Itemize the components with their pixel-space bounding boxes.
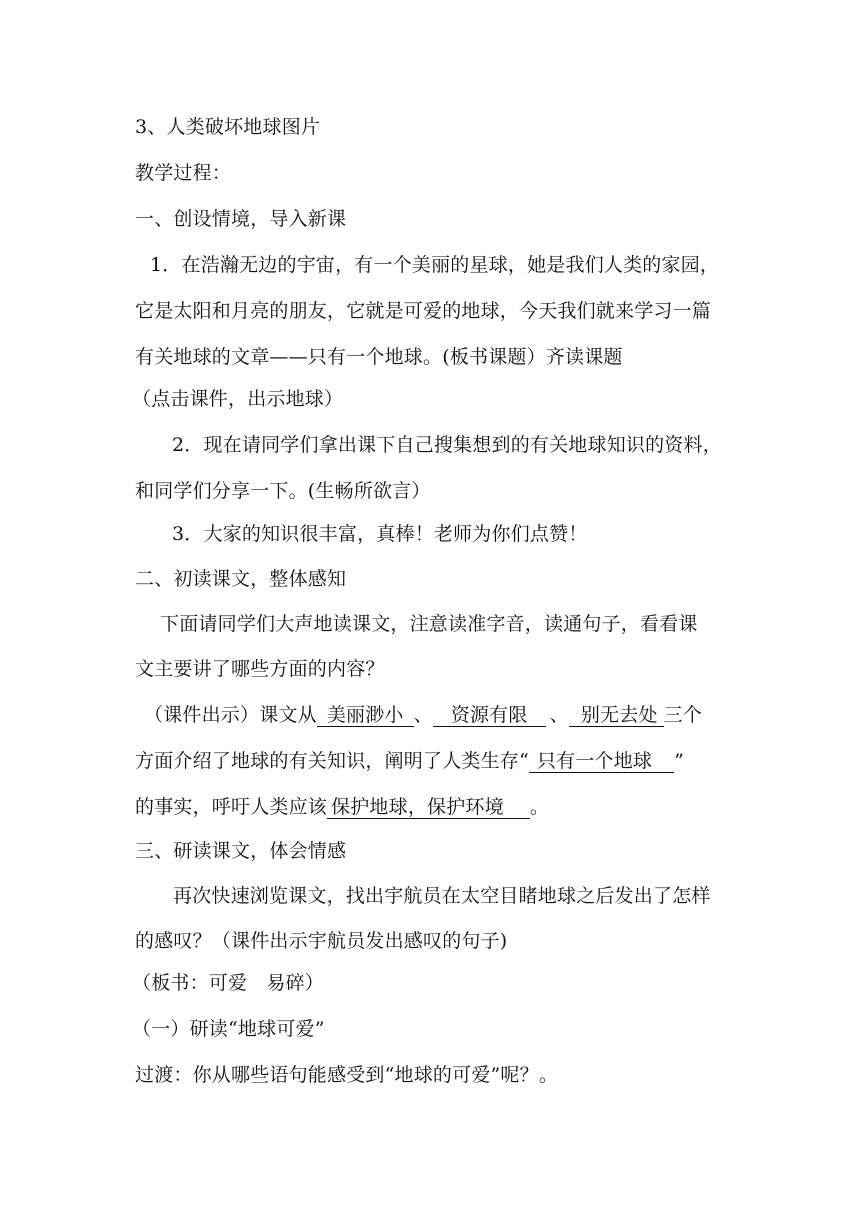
blank-answer-2: 资源有限 (433, 704, 546, 727)
section1-paragraph2-line2: 和同学们分享一下。(生畅所欲言） (135, 480, 431, 502)
fill-line2-suffix: ” (674, 750, 685, 772)
fill-line1-prefix: （课件出示）课文从 (144, 704, 317, 726)
blank-answer-5: 保护地球，保护环境 (327, 796, 530, 819)
fill-line2-prefix: 方面介绍了地球的有关知识，阐明了人类生存“ (135, 750, 529, 772)
section3-paragraph1-line2: 的感叹？（课件出示宇航员发出感叹的句子) (135, 930, 508, 952)
section1-paragraph1-line1: 1．在浩瀚无边的宇宙，有一个美丽的星球，她是我们人类的家园， (150, 254, 720, 276)
blank-answer-1: 美丽渺小 (317, 704, 414, 727)
section3-paragraph1-line1: 再次快速浏览课文，找出宇航员在太空目睹地球之后发出了怎样 (173, 885, 711, 907)
subsection1-heading: （一）研读“地球可爱” (132, 1018, 325, 1040)
section1-heading: 一、创设情境，导入新课 (135, 208, 347, 230)
section1-paragraph1-line2: 它是太阳和月亮的朋友，它就是可爱的地球，今天我们就来学习一篇 (135, 300, 712, 322)
section1-paragraph1-line4: （点击课件，出示地球） (132, 388, 344, 410)
blank-answer-3: 别无去处 (569, 704, 664, 727)
fill-separator-2: 、 (549, 704, 569, 726)
section1-paragraph1-line3: 有关地球的文章——只有一个地球。(板书课题）齐读课题 (135, 346, 623, 368)
fill-in-line-3 (135, 794, 549, 820)
section2-heading: 二、初读课文，整体感知 (135, 568, 347, 590)
transition-line: 过渡：你从哪些语句能感受到“地球的可爱”呢？。 (135, 1064, 559, 1086)
blank-answer-4: 只有一个地球 (529, 750, 674, 773)
section2-paragraph1-line2: 文主要讲了哪些方面的内容？ (135, 658, 385, 680)
process-title: 教学过程： (135, 162, 232, 184)
fill-separator-1: 、 (413, 704, 433, 726)
fill-line3-suffix: 。 (529, 796, 550, 818)
fill-in-line-2 (135, 748, 684, 774)
section1-paragraph2-line1: 2．现在请同学们拿出课下自己搜集想到的有关地球知识的资料， (172, 434, 722, 456)
section2-paragraph1-line1: 下面请同学们大声地读课文，注意读准字音，读通句子，看看课 (160, 613, 698, 635)
section3-heading: 三、研读课文，体会情感 (135, 840, 347, 862)
fill-line1-suffix: 三个 (663, 704, 703, 726)
fill-in-line-1 (144, 702, 702, 728)
materials-item-3: 3、人类破坏地球图片 (135, 116, 321, 138)
board-writing-note: （板书：可爱 易碎） (132, 972, 325, 994)
fill-line3-prefix: 的事实，呼吁人类应该 (135, 796, 328, 818)
section1-paragraph3: 3．大家的知识很丰富，真棒！老师为你们点赞！ (172, 523, 588, 545)
